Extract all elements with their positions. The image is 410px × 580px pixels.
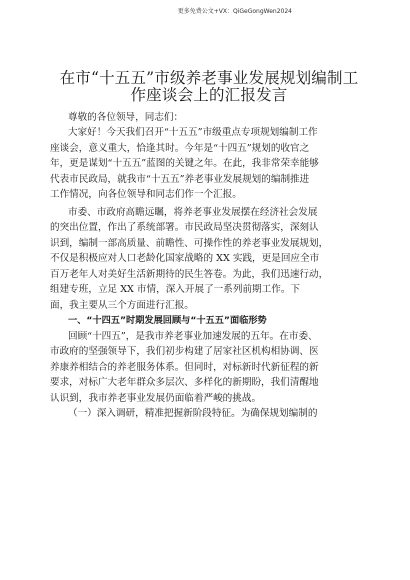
paragraph-line: 百万老年人对美好生活新期待的民生答卷。为此，我们迅速行动， xyxy=(50,268,329,280)
paragraph-line: 识到，编制一部高质量、前瞻性、可操作性的养老事业发展规划， xyxy=(50,237,329,249)
paragraph-line: 回顾“十四五”，是我市养老事业加速发展的五年。在市委、 xyxy=(68,330,318,342)
paragraph-line: 工作情况，向各位领导和同志们作一个汇报。 xyxy=(50,189,242,200)
paragraph-line: 市委、市政府高瞻远瞩，将养老事业发展摆在经济社会发展 xyxy=(68,206,318,218)
paragraph-line: 认识到，我市养老事业发展仍面临着严峻的挑战。 xyxy=(50,392,262,404)
document-page xyxy=(50,70,368,422)
title-line-1: 在市“十五五”市级养老事业发展规划编制工 xyxy=(59,69,359,87)
paragraph-line: 座谈会，意义重大，恰逢其时。今年是“十四五”规划的收官之 xyxy=(50,142,310,154)
document-title xyxy=(50,70,368,104)
paragraph-research xyxy=(50,406,368,422)
section-heading: 一、“十四五”时期发展回顾与“十五五”面临形势 xyxy=(68,315,267,326)
paragraph-line: 大家好！今天我们召开“十五五”市级重点专项规划编制工作 xyxy=(68,127,318,138)
title-line-2: 作座谈会上的汇报发言 xyxy=(130,86,288,104)
paragraph-review xyxy=(50,329,368,407)
paragraph-intro xyxy=(50,125,368,203)
paragraph-line: 组建专班，立足 XX 市情，深入开展了一系列前期工作。下 xyxy=(50,284,301,295)
paragraph-line: （一）深入调研，精准把握新阶段特征。为确保规划编制的 xyxy=(68,408,318,419)
paragraph-line: 养康养相结合的养老服务体系。但同时，对标新时代新征程的新 xyxy=(50,361,319,373)
paragraph-line: 的突出位置，作出了系统部署。市民政局坚决贯彻落实，深刻认 xyxy=(50,222,319,233)
paragraph-line: 面，我主要从三个方面进行汇报。 xyxy=(50,299,194,311)
paragraph-line: 市政府的坚强领导下，我们初步构建了居家社区机构相协调、医 xyxy=(50,346,319,357)
paragraph-line: 年，更是谋划“十五五”蓝图的关键之年。在此，我非常荣幸能够 xyxy=(50,158,319,169)
paragraph-line: 不仅是积极应对人口老龄化国家战略的 XX 实践，更是回应全市 xyxy=(50,253,320,264)
paragraph-deployment xyxy=(50,205,368,314)
greeting: 尊敬的各位领导，同志们： xyxy=(68,112,184,123)
paragraph-line: 要求，对标广大老年群众多层次、多样化的新期盼，我们清醒地 xyxy=(50,377,319,388)
paragraph-line: 代表市民政局，就我市“十五五”养老事业发展规划的编制推进 xyxy=(50,173,310,185)
watermark-text: 更多免费公文+VX：QiGeGongWen2024 xyxy=(177,8,292,15)
